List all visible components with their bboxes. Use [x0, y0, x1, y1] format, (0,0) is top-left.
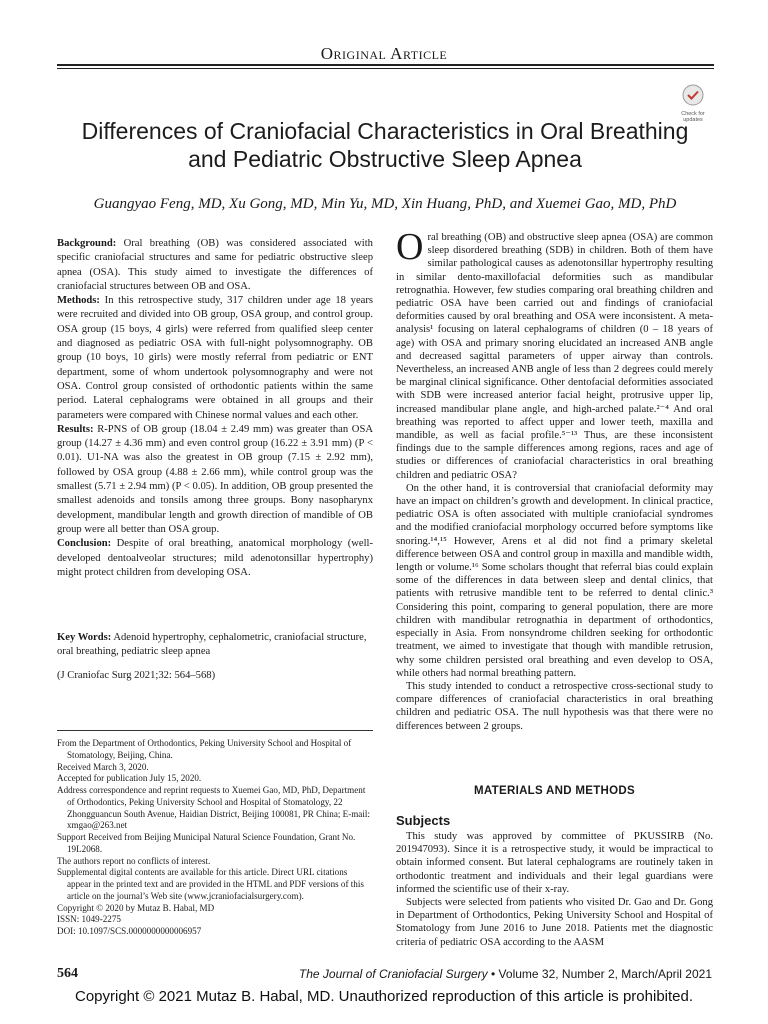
check-updates-icon: [682, 84, 704, 106]
body-paragraph-1: [396, 226, 713, 482]
article-title: Differences of Craniofacial Characteristics in Oral Breathing and Pediatric Obstructive Sleep Apnea: [81, 118, 689, 172]
keywords-label: Key Words:: [57, 632, 112, 643]
footnote-rule: [57, 730, 373, 731]
badge-line-1: Check for: [681, 111, 705, 117]
heading-materials-methods: MATERIALS AND METHODS: [474, 785, 635, 797]
body-column-subjects: [396, 830, 713, 949]
background-label: Background:: [57, 238, 117, 249]
abstract: [57, 237, 373, 580]
footnotes: [57, 738, 373, 938]
footnote-doi[interactable]: DOI: 10.1097/SCS.0000000000006957: [57, 926, 202, 936]
abstract-methods: [57, 294, 373, 423]
results-text: R-PNS of OB group (18.04 ± 2.49 mm) was greater than OSA group (14.27 ± 4.36 mm) and even control group (16.22 ± 3.91 mm) (P < 0.01). U1-NA was also the greatest in OB group (7.15 ± 2.92 mm), followed by OSA group (4.88 ± 2.66 mm), while control group was the smallest (5.71 ± 2.94 mm) (P < 0.05). In addition, OB group presented the smallest adenoids and tonsils among three groups. Bony nasopharynx development, mandibular length and growth direction of mandible of OB group were all better than OSA group.: [57, 423, 373, 535]
journal-issue: • Volume 32, Number 2, March/April 2021: [487, 967, 712, 981]
drop-cap: O: [396, 226, 424, 268]
body-paragraph-4: This study was approved by committee of PKUSSIRB (No. 201947093). Since it is a retrospective study, it would be impractical to obtain informed consent. But lateral cephalograms are routinely taken in orthodontic treatment and individuals and their legal guardians were informed the scientific use of their x-ray.: [396, 831, 713, 895]
footnote-support: Support Received from Beijing Municipal Natural Science Foundation, Grant No. 19L2068.: [57, 832, 356, 854]
heading-subjects: Subjects: [396, 813, 451, 828]
methods-text: In this retrospective study, 317 children under age 18 years were recruited and divided into OB group, OSA group, and control group. OSA group (15 boys, 4 girls) were referred from qualified sleep center and diagnosed as pediatric OSA with full-night polysomnography. OB group (10 boys, 10 girls) were mostly referral from pediatric or ENT department, some of whom undertook polysomnography and were not OSA. Control group consisted of orthodontic patients within the same period. Lateral cephalograms were obtained in all groups and their parameters were compared with Chinese normal values and each other.: [57, 295, 373, 421]
keywords-block: [57, 631, 373, 692]
check-for-updates-badge[interactable]: [676, 84, 710, 123]
background-text: Oral breathing (OB) was considered associated with specific craniofacial structures and same for pediatric obstructive sleep apnea (OSA). This study aimed to investigate the differences of craniofacial structures between OB and OSA.: [57, 238, 373, 292]
keywords-text: Adenoid hypertrophy, cephalometric, craniofacial structure, oral breathing, pediatric sleep apnea: [57, 632, 367, 658]
footnote-accepted: Accepted for publication July 15, 2020.: [57, 773, 202, 784]
results-label: Results:: [57, 423, 94, 435]
footnote-conflicts: The authors report no conflicts of interest.: [57, 855, 211, 866]
footnote-copyright: Copyright © 2020 by Mutaz B. Habal, MD: [57, 902, 215, 913]
section-label: Original Article: [320, 44, 448, 63]
journal-footer: [299, 967, 712, 981]
badge-line-2: updates: [683, 117, 703, 123]
conclusion-text: Despite of oral breathing, anatomical morphology (well-developed dentoalveolar structures; mild adenotonsillar hypertrophy) might protect children from developing OSA.: [57, 538, 373, 578]
methods-label: Methods:: [57, 295, 100, 307]
body-paragraph-5: Subjects were selected from patients who visited Dr. Gao and Dr. Gong in Department of Orthodontics, Peking University School and Hospital of Stomatology from June 2016 to June 2018. Patients met the diagnostic criteria of pediatric OSA according to the AASM: [396, 897, 713, 948]
footnote-issn: ISSN: 1049-2275: [57, 914, 121, 925]
footnote-supplemental: Supplemental digital contents are available for this article. Direct URL citations appear in the printed text and are provided in the HTML and PDF versions of this article on the journal’s Web site (www.jcraniofacialsurgery.com).: [57, 867, 364, 901]
conclusion-label: Conclusion:: [57, 538, 112, 550]
abstract-background: [57, 237, 373, 294]
author-list: Guangyao Feng, MD, Xu Gong, MD, Min Yu, MD, Xin Huang, PhD, and Xuemei Gao, MD, PhD: [93, 196, 677, 212]
body-paragraph-1-text: ral breathing (OB) and obstructive sleep apnea (OSA) are common sleep disordered breathing (SDB) in children. Both of them have similar pathological causes as adenotonsillar hypertrophy resulting in similar dento-maxillofacial deformities such as mandibular retrognathia. However, few studies comparing oral breathing children and pediatric OSA have been carried out and findings of craniofacial deformities caused by oral breathing and OSA were inconsistent. A meta-analysis¹ focusing on lateral cephalograms of children (0 – 18 years of age) with OSA and primary snoring elucidated an increased ANB angle and decreased sagittal parameters of upper airway than controls. Nevertheless, an increased ANB angle of less than 2 degrees could merely be marginal clinical significance. Other dentofacial deformities associated with SDB were increased anterior facial height, protrusive upper lip, increased mandibular plane angle, and high-arched palate.²⁻⁴ And oral breathing was reported to affect upper and lower teeth, maxilla and mandible, as well as facial profile.⁵⁻¹³ Thus, are these inconsistent findings due to the sample differences among regions, races and age of studies or differences of craniofacial characteristics in oral breathing children and pediatric OSA?: [396, 232, 713, 481]
footnote-received: Received March 3, 2020.: [57, 761, 149, 772]
footnote-correspondence: Address correspondence and reprint requests to Xuemei Gao, MD, PhD, Department of Orthodontics, Peking University School and Hospital of Stomatology, 22 Zhongguancun South Avenue, Haidian District, Beijing 100081, PR China; E-mail: xmgao@263.net: [57, 785, 370, 831]
body-paragraph-3: This study intended to conduct a retrospective cross-sectional study to compare differences of craniofacial characteristics in oral breathing children and pediatric OSA. The null hypothesis was that there were no differences between 2 groups.: [396, 680, 713, 732]
footnote-affiliation: From the Department of Orthodontics, Peking University School and Hospital of Stomatology, Beijing, China.: [57, 738, 352, 760]
abstract-conclusion: [57, 537, 373, 580]
abstract-results: [57, 423, 373, 537]
journal-name: The Journal of Craniofacial Surgery: [298, 967, 488, 981]
copyright-notice: Copyright © 2021 Mutaz B. Habal, MD. Unauthorized reproduction of this article is prohibited.: [74, 988, 694, 1005]
page-number: 564: [57, 966, 78, 981]
header-rule-thin: [57, 68, 714, 69]
body-column-intro: [396, 226, 713, 733]
citation: (J Craniofac Surg 2021;32: 564–568): [57, 669, 216, 681]
header-rule-thick: [57, 64, 714, 66]
keywords: [57, 631, 373, 660]
body-paragraph-2: On the other hand, it is controversial that craniofacial deformity may have an impact on children’s growth and development. In clinical practice, pediatric OSA is often associated with multiple craniofacial syndromes and the modified craniofacial morphology occurred before symptoms like snoring.¹⁴,¹⁵ However, Arens et al did not find a primary skeletal difference between OSA and control group in maxilla and mandible width, length or volume.¹⁶ Some scholars thought that referral bias could explain some of the differences in data between sleep and dental clinics, that patients with retrusive mandible tent to be referred to dental clinic.³ Considering this point, comparing to general population, there are more children with mandibular retrognathia in department of orthodontics, especially in Asia. From nonsyndrome children seeking for orthodontic treatment, we aimed to investigate that though with mandible retrusion, why some children persisted oral breathing and even develop to OSA, while others had normal breathing pattern.: [396, 482, 713, 679]
